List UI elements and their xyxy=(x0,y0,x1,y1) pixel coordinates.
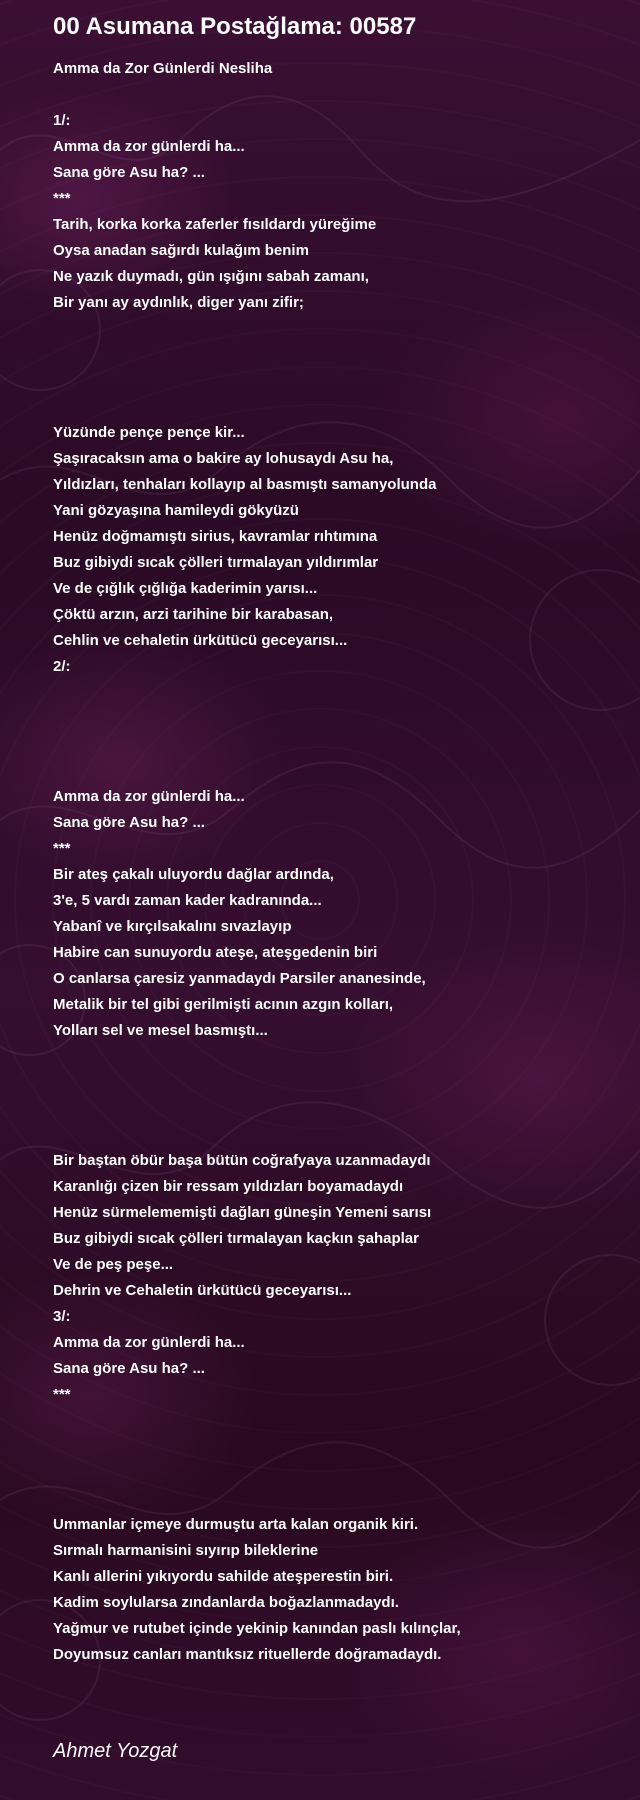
poem-line: Buz gibiydi sıcak çölleri tırmalayan yıldırımlar xyxy=(53,554,379,571)
poem-line: O canlarsa çaresiz yanmadaydı Parsiler ananesinde, xyxy=(53,970,426,987)
poem-blank-line xyxy=(53,368,623,394)
poem-line: *** xyxy=(53,1386,71,1403)
poem-line: Oysa anadan sağırdı kulağım benim xyxy=(53,242,309,259)
poem-line: Ve de peş peşe... xyxy=(53,1256,174,1273)
poem-body xyxy=(53,56,623,1668)
poem-blank-line xyxy=(53,680,623,706)
poem-line: 3'e, 5 vardı zaman kader kadranında... xyxy=(53,892,322,909)
poem-line: Bir ateş çakalı uluyordu dağlar ardında, xyxy=(53,866,334,883)
poem-blank-line xyxy=(53,316,623,342)
poem-line: *** xyxy=(53,190,71,207)
poem-line: Buz gibiydi sıcak çölleri tırmalayan kaçkın şahaplar xyxy=(53,1230,419,1247)
poem-line: Bir baştan öbür başa bütün coğrafyaya uzanmadaydı xyxy=(53,1152,431,1169)
poem-blank-line xyxy=(53,1070,623,1096)
poem-line: Kadim soylularsa zındanlarda boğazlanmadaydı. xyxy=(53,1594,399,1611)
poem-line: Sana göre Asu ha? ... xyxy=(53,164,205,181)
poem-blank-line xyxy=(53,706,623,732)
poem-line: Ne yazık duymadı, gün ışığını sabah zamanı, xyxy=(53,268,369,285)
poem-line: Sana göre Asu ha? ... xyxy=(53,814,205,831)
poem-line: Yabanî ve kırçılsakalını sıvazlayıp xyxy=(53,918,292,935)
poem-line: Sırmalı harmanisini sıyırıp bileklerine xyxy=(53,1542,319,1559)
poem-blank-line xyxy=(53,1460,623,1486)
poem-line: Ve de çığlık çığlığa kaderimin yarısı... xyxy=(53,580,318,597)
poem-line: Amma da zor günlerdi ha... xyxy=(53,788,245,805)
poem-line: Kanlı allerini yıkıyordu sahilde ateşperestin biri. xyxy=(53,1568,394,1585)
poem-line: Dehrin ve Cehaletin ürkütücü geceyarısı... xyxy=(53,1282,352,1299)
poem-line: Sana göre Asu ha? ... xyxy=(53,1360,205,1377)
poem-line: Yani gözyaşına hamileydi gökyüzü xyxy=(53,502,299,519)
poem-blank-line xyxy=(53,82,623,108)
poem-line: Yolları sel ve mesel basmıştı... xyxy=(53,1022,268,1039)
poem-blank-line xyxy=(53,342,623,368)
poem-blank-line xyxy=(53,1434,623,1460)
poem-blank-line xyxy=(53,758,623,784)
poem-line: Cehlin ve cehaletin ürkütücü geceyarısı... xyxy=(53,632,348,649)
poem-blank-line xyxy=(53,732,623,758)
poem-line: Habire can sunuyordu ateşe, ateşgedenin biri xyxy=(53,944,378,961)
poem-blank-line xyxy=(53,1408,623,1434)
poem-line: *** xyxy=(53,840,71,857)
poem-blank-line xyxy=(53,394,623,420)
poem-line: Henüz doğmamıştı sirius, kavramlar rıhtımına xyxy=(53,528,378,545)
poem-line: Çöktü arzın, arzi tarihine bir karabasan, xyxy=(53,606,334,623)
poem-blank-line xyxy=(53,1122,623,1148)
poem-container xyxy=(53,10,623,1668)
poem-line: Doyumsuz canları mantıksız rituellerde doğramadaydı. xyxy=(53,1646,442,1663)
poem-line: Yıldızları, tenhaları kollayıp al basmıştı samanyolunda xyxy=(53,476,437,493)
poem-blank-line xyxy=(53,1044,623,1070)
poem-blank-line xyxy=(53,1096,623,1122)
poem-line: Şaşıracaksın ama o bakire ay lohusaydı Asu ha, xyxy=(53,450,394,467)
poem-title: 00 Asumana Postağlama: 00587 xyxy=(53,13,417,40)
author-name: Ahmet Yozgat xyxy=(53,1740,178,1762)
poem-line: Henüz sürmelememişti dağları güneşin Yemeni sarısı xyxy=(53,1204,432,1221)
poem-line: Amma da zor günlerdi ha... xyxy=(53,1334,245,1351)
poem-line: 2/: xyxy=(53,658,71,675)
poem-line: Bir yanı ay aydınlık, diger yanı zifir; xyxy=(53,294,304,311)
poem-line: 1/: xyxy=(53,112,71,129)
poem-line: Karanlığı çizen bir ressam yıldızları boyamadaydı xyxy=(53,1178,404,1195)
poem-line: Yağmur ve rutubet içinde yekinip kanından paslı kılınçlar, xyxy=(53,1620,461,1637)
poem-line: Amma da zor günlerdi ha... xyxy=(53,138,245,155)
poem-blank-line xyxy=(53,1486,623,1512)
poem-line: Yüzünde pençe pençe kir... xyxy=(53,424,245,441)
poem-line: Metalik bir tel gibi gerilmişti acının azgın kolları, xyxy=(53,996,394,1013)
poem-line: Ummanlar içmeye durmuştu arta kalan organik kiri. xyxy=(53,1516,419,1533)
poem-line: 3/: xyxy=(53,1308,71,1325)
poem-line: Tarih, korka korka zaferler fısıldardı yüreğime xyxy=(53,216,377,233)
poem-line: Amma da Zor Günlerdi Nesliha xyxy=(53,60,273,77)
